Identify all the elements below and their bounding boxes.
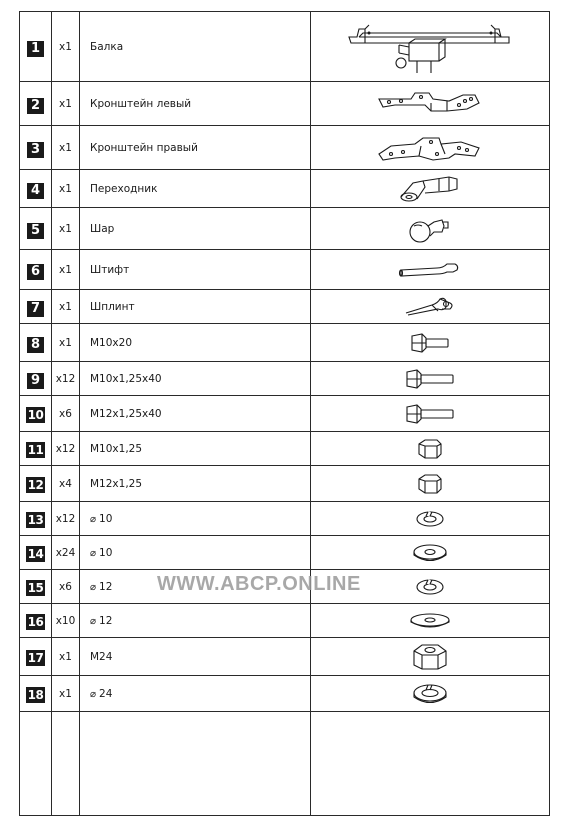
- item-number: 17: [27, 651, 44, 665]
- diameter-symbol: ⌀: [90, 688, 97, 700]
- item-quantity: x12: [52, 362, 80, 396]
- item-number-cell: [20, 126, 52, 170]
- table-row: [20, 290, 550, 324]
- item-number: 11: [27, 443, 44, 457]
- item-quantity: x1: [52, 12, 80, 82]
- item-number-cell: [20, 324, 52, 362]
- item-quantity: x1: [52, 82, 80, 126]
- item-number-cell: [20, 170, 52, 208]
- item-name-cell: [80, 604, 311, 638]
- item-number-cell: [20, 536, 52, 570]
- item-name: Переходник: [90, 182, 158, 195]
- item-number-cell: [20, 638, 52, 676]
- item-number: 10: [27, 408, 44, 422]
- flat-washer-icon: [311, 536, 550, 570]
- pin-icon: [311, 250, 550, 290]
- item-number: 7: [27, 301, 44, 317]
- table-row: [20, 676, 550, 712]
- item-name-cell: [80, 502, 311, 536]
- item-name: Шплинт: [90, 300, 135, 313]
- item-name: M24: [90, 650, 113, 663]
- item-name-cell: [80, 208, 311, 250]
- item-name-cell: [80, 638, 311, 676]
- item-number-cell: [20, 82, 52, 126]
- item-number-cell: [20, 362, 52, 396]
- item-quantity: x6: [52, 570, 80, 604]
- item-number: 6: [27, 264, 44, 280]
- item-number: 2: [27, 98, 44, 114]
- item-name: M10x1,25: [90, 442, 143, 455]
- bolt-long-icon: [311, 362, 550, 396]
- table-row: [20, 250, 550, 290]
- item-quantity: x12: [52, 432, 80, 466]
- item-name: M12x1,25: [90, 477, 143, 490]
- watermark: WWW.ABCP.ONLINE: [157, 573, 361, 595]
- item-number: 12: [27, 478, 44, 492]
- item-name-cell: [80, 126, 311, 170]
- item-name: Кронштейн левый: [90, 97, 192, 110]
- item-name-cell: [80, 324, 311, 362]
- left-bracket-icon: [311, 82, 550, 126]
- item-quantity: x1: [52, 324, 80, 362]
- tow-ball-icon: [311, 208, 550, 250]
- table-row: [20, 362, 550, 396]
- diameter-symbol: ⌀: [90, 547, 97, 559]
- nut-icon: [311, 466, 550, 502]
- table-row: [20, 126, 550, 170]
- item-number: 13: [27, 513, 44, 527]
- item-quantity: x12: [52, 502, 80, 536]
- item-name-cell: [80, 170, 311, 208]
- item-name: Кронштейн правый: [90, 141, 198, 154]
- item-number: 15: [27, 581, 44, 595]
- item-name: 12: [99, 580, 113, 593]
- item-number-cell: [20, 208, 52, 250]
- table-row: [20, 396, 550, 432]
- item-name: M12x1,25x40: [90, 407, 162, 420]
- table-row: [20, 12, 550, 82]
- item-quantity: x1: [52, 208, 80, 250]
- item-name-cell: [80, 362, 311, 396]
- item-name-cell: [80, 676, 311, 712]
- large-nut-icon: [311, 638, 550, 676]
- cotter-pin-icon: [311, 290, 550, 324]
- item-name-cell: [80, 12, 311, 82]
- item-name: M10x1,25x40: [90, 372, 162, 385]
- table-row: [20, 208, 550, 250]
- item-number-cell: [20, 676, 52, 712]
- item-name: 10: [99, 512, 113, 525]
- item-name-cell: [80, 290, 311, 324]
- item-number-cell: [20, 466, 52, 502]
- diameter-symbol: ⌀: [90, 615, 97, 627]
- table-row: [20, 324, 550, 362]
- item-name: Балка: [90, 40, 124, 53]
- table-row: [20, 638, 550, 676]
- item-name-cell: [80, 466, 311, 502]
- item-number-cell: [20, 250, 52, 290]
- item-number: 3: [27, 142, 44, 158]
- item-number-cell: [20, 290, 52, 324]
- spring-washer-icon: [311, 502, 550, 536]
- item-number: 18: [27, 688, 44, 702]
- right-bracket-icon: [311, 126, 550, 170]
- item-quantity: x1: [52, 638, 80, 676]
- large-spring-washer-icon: [311, 676, 550, 712]
- item-name: Штифт: [90, 263, 130, 276]
- item-quantity: x24: [52, 536, 80, 570]
- item-number: 1: [27, 41, 44, 57]
- table-row: [20, 82, 550, 126]
- table-row: [20, 170, 550, 208]
- table-row: [20, 502, 550, 536]
- adapter-icon: [311, 170, 550, 208]
- bolt-long-icon: [311, 396, 550, 432]
- item-quantity: x4: [52, 466, 80, 502]
- item-number-cell: [20, 570, 52, 604]
- nut-icon: [311, 432, 550, 466]
- item-number: 5: [27, 223, 44, 239]
- item-number-cell: [20, 432, 52, 466]
- item-number: 4: [27, 183, 44, 199]
- item-quantity: x1: [52, 126, 80, 170]
- item-name: 24: [99, 687, 113, 700]
- parts-table-body: [20, 12, 550, 816]
- item-quantity: x1: [52, 290, 80, 324]
- item-name: 12: [99, 614, 113, 627]
- item-number-cell: [20, 396, 52, 432]
- item-name-cell: [80, 396, 311, 432]
- item-number: 8: [27, 337, 44, 353]
- bolt-short-icon: [311, 324, 550, 362]
- table-row: [20, 466, 550, 502]
- item-number-cell: [20, 604, 52, 638]
- table-row: [20, 604, 550, 638]
- diameter-symbol: ⌀: [90, 513, 97, 525]
- item-name: 10: [99, 546, 113, 559]
- item-number-cell: [20, 502, 52, 536]
- item-number-cell: [20, 12, 52, 82]
- item-number: 16: [27, 615, 44, 629]
- item-quantity: x1: [52, 250, 80, 290]
- item-name: M10x20: [90, 336, 132, 349]
- table-row: [20, 536, 550, 570]
- item-quantity: x10: [52, 604, 80, 638]
- item-name-cell: [80, 250, 311, 290]
- item-quantity: x1: [52, 676, 80, 712]
- item-name: Шар: [90, 222, 115, 235]
- item-name-cell: [80, 82, 311, 126]
- item-number: 14: [27, 547, 44, 561]
- table-row: [20, 432, 550, 466]
- diameter-symbol: ⌀: [90, 581, 97, 593]
- item-name-cell: [80, 432, 311, 466]
- item-name-cell: [80, 536, 311, 570]
- flat-washer-thin-icon: [311, 604, 550, 638]
- item-quantity: x6: [52, 396, 80, 432]
- item-quantity: x1: [52, 170, 80, 208]
- item-number: 9: [27, 373, 44, 389]
- hitch-beam-icon: [311, 12, 550, 82]
- parts-table: [19, 11, 550, 816]
